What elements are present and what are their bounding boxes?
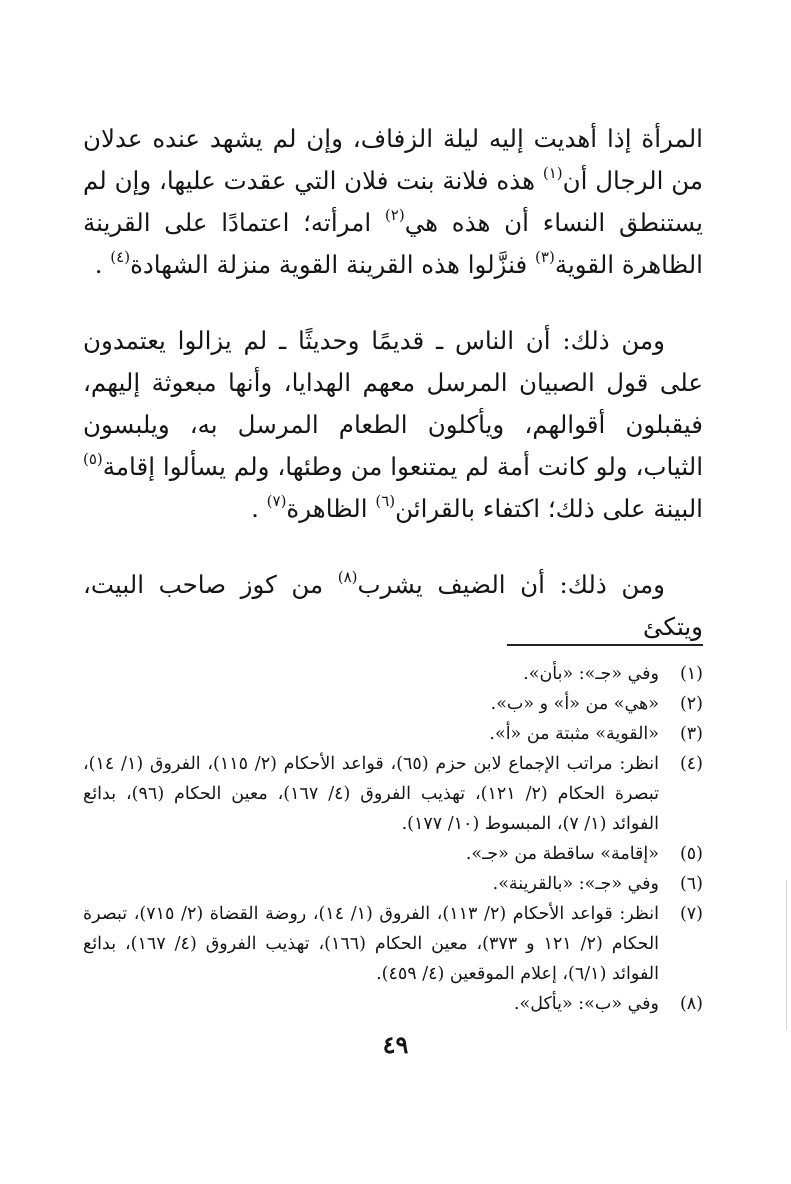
footnote-item [83,899,703,989]
footnote-text: انظر: قواعد الأحكام (٢/ ١١٣)، الفروق (١/ ١٤)، روضة القضاة (٢/ ٧١٥)، تبصرة الحكام (٢/ ١٢١ و ٣٧٣)، معين الحكام (١٦٦)، تهذيب الفروق (٤/ ١٦٧)، بدائع الفوائد (٦/١)، إعلام الموقعين (٤/ ٤٥٩). [83,904,660,984]
page-edge-line [786,880,787,1030]
footnote-number: (٢) [679,694,703,714]
footnote-item [83,869,703,899]
footnote-marker: (٨) [337,568,358,586]
paragraph-text: المرأة إذا أهديت إليه ليلة الزفاف، وإن لم يشهد عنده عدلان من الرجال أن [83,124,704,195]
footnote-separator [507,644,703,646]
footnote-marker: (٤) [110,248,131,266]
paragraph-1 [83,118,703,286]
paragraph-text: من كوز صاحب البيت، ويتكئ [83,570,703,641]
footnote-number: (٧) [679,904,703,924]
paragraph-text: ومن ذلك: أن الناس ـ قديمًا وحديثًا ـ لم يزالوا يعتمدون على قول الصبيان المرسل معهم الهدايا، وأنها مبعوثة إليهم، فيقبلون أقوالهم، ويأكلون الطعام المرسل به، ويلبسون الثياب، ولو كانت أمة لم يمتنعوا من وطئها، ولم يسألوا إقامة [83,326,703,481]
footnote-marker: (١) [542,164,563,182]
footnote-item [83,719,703,749]
footnotes-list [83,659,703,1019]
footnote-text: «هي» من «أ» و «ب». [490,694,659,714]
footnote-item [83,689,703,719]
footnote-number: (١) [679,664,703,684]
paragraph-3 [83,564,703,648]
paragraph-text: . [251,494,267,523]
footnote-text: «إقامة» ساقطة من «جـ». [465,844,659,864]
footnote-text: وفي «جـ»: «بالقرينة». [492,874,659,894]
footnote-item [83,749,703,839]
paragraph-text: فنزَّلوا هذه القرينة القوية منزلة الشهادة [130,250,536,279]
main-text [83,118,703,648]
footnote-marker: (٣) [535,248,555,266]
footnote-text: وفي «ب»: «يأكل». [513,994,659,1014]
page-number: ٤٩ [382,1030,409,1059]
paragraph-text: . [94,250,111,279]
footnote-marker: (٢) [384,206,405,224]
footnote-text: انظر: مراتب الإجماع لابن حزم (٦٥)، قواعد الأحكام (٢/ ١١٥)، الفروق (١/ ١٤)، تبصرة الحكام (٢/ ١٢١)، تهذيب الفروق (٤/ ١٦٧)، معين الحكام (٩٦)، بدائع الفوائد (١/ ٧)، المبسوط (١٠/ ١٧٧). [83,754,659,834]
footnote-marker: (٦) [375,492,396,510]
footnote-item [83,659,703,689]
footnote-number: (٤) [679,754,703,774]
paragraph-2 [83,320,703,530]
paragraph-text: ومن ذلك: أن الضيف يشرب [357,570,665,599]
footnote-number: (٦) [679,874,703,894]
footnote-marker: (٥) [83,450,103,468]
paragraph-text: الظاهرة [286,494,376,523]
footnote-marker: (٧) [266,492,287,510]
footnote-number: (٨) [679,994,703,1014]
paragraph-text: امرأته؛ اعتمادًا على القرينة الظاهرة القوية [83,208,703,279]
footnote-item [83,989,703,1019]
footnote-text: «القوية» مثبتة من «أ». [489,724,659,744]
footnote-item [83,839,703,869]
footnote-number: (٥) [679,844,703,864]
footnote-number: (٣) [679,724,703,744]
paragraph-text: هذه فلانة بنت فلان التي عقدت عليها، وإن لم يستنطق النساء أن هذه هي [83,166,703,237]
paragraph-text: البينة على ذلك؛ اكتفاء بالقرائن [395,494,703,523]
footnote-text: وفي «جـ»: «بأن». [523,664,659,684]
